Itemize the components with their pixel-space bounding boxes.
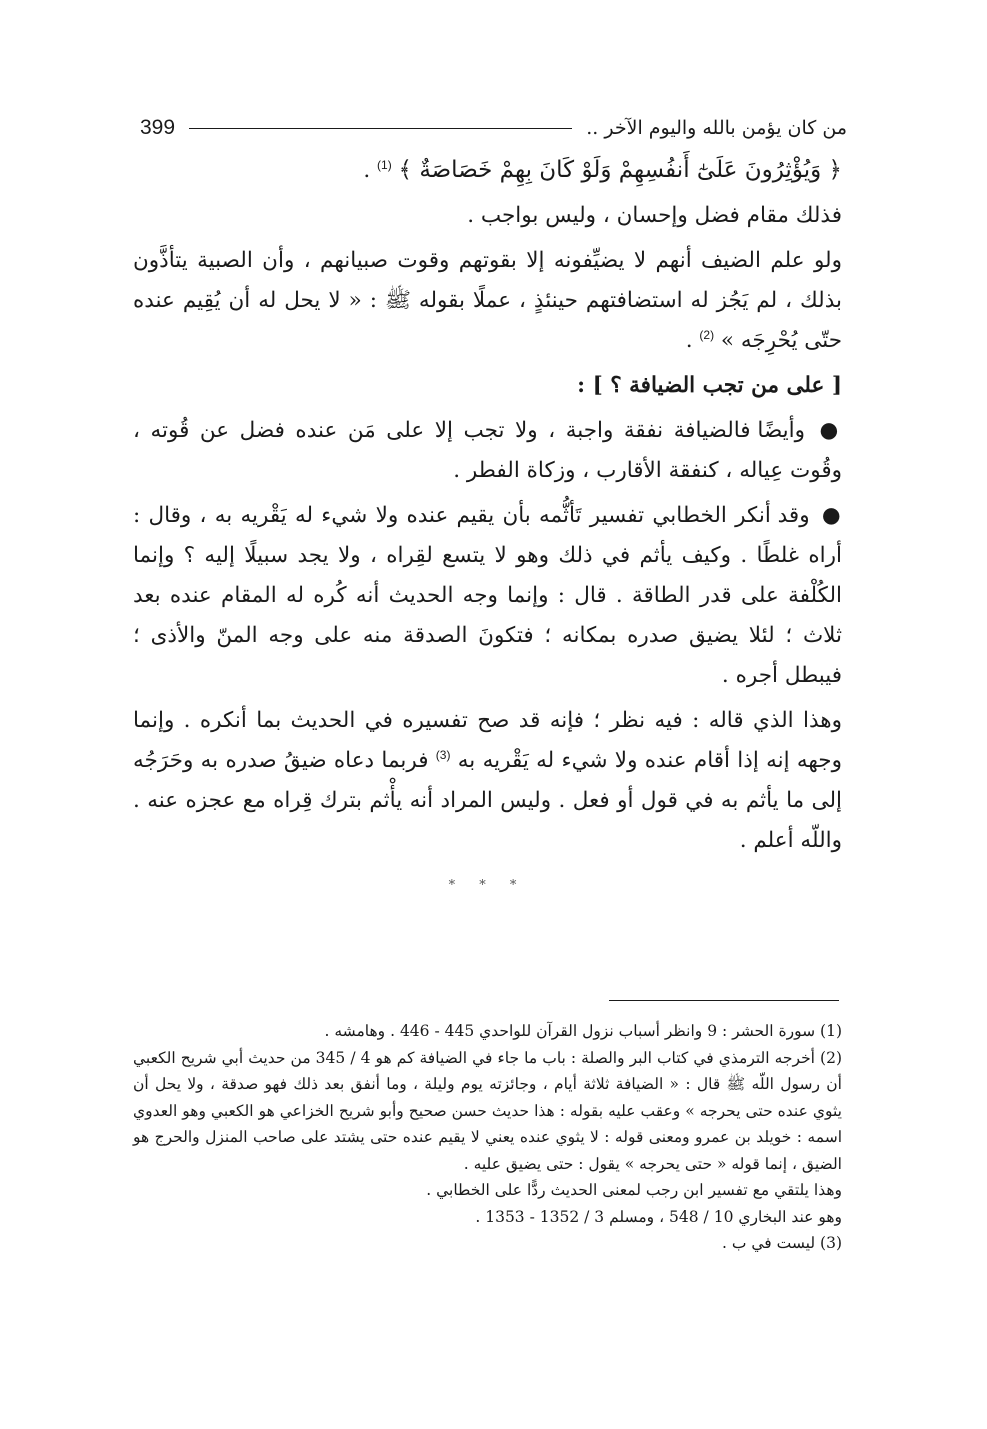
footnotes xyxy=(133,1018,842,1257)
section-divider-stars: * * * xyxy=(448,878,527,893)
footnote-ref-2: (2) xyxy=(699,327,715,342)
paragraph-5 xyxy=(133,701,842,861)
footnote-ref-3: (3) xyxy=(435,747,451,762)
paragraph-5-text-b: فربما دعاه ضيقُ صدره به وحَرَجُه إلى ما يأثم به في قول أو فعل . وليس المراد أنه يأْثم بترك قِراه مع عجزه عنه . واللّه أعلم . xyxy=(133,748,842,853)
paragraph-5-text-a: وهذا الذي قاله : فيه نظر ؛ فإنه قد صح تفسيره في الحديث بما أنكره . وإنما وجهه إنه إذا أقام عنده ولا شيء له يَقْريه به xyxy=(133,708,842,773)
footnote-separator xyxy=(609,1000,839,1001)
footnote-1: (1) سورة الحشر : 9 وانظر أسباب نزول القرآن للواحدي 445 - 446 . وهامشه . xyxy=(324,1022,842,1040)
footnote-3: (3) ليست في ب . xyxy=(722,1234,842,1252)
paragraph-3-text: وأيضًا فالضيافة نفقة واجبة ، ولا تجب إلا على مَن عنده فضل عن قُوته ، وقُوت عِياله ، كنفقة الأقارب ، وزكاة الفطر . xyxy=(133,418,842,483)
paragraph-2-text: ولو علم الضيف أنهم لا يضيِّفونه إلا بقوتهم وقوت صبيانهم ، وأن الصبية يتأذَّون بذلك ، لم يَجُز له استضافتهم حينئذٍ ، عملًا بقوله ﷺ : « لا يحل له أن يُقِيم عنده حتّى يُحْرِجَه » xyxy=(133,248,842,353)
paragraph-4-text: وقد أنكر الخطابي تفسير تَأثُّمه بأن يقيم عنده ولا شيء له يَقْريه به ، وقال : أراه غلطًا . وكيف يأثم في ذلك وهو لا يتسع لقِراه ، ولا يجد سبيلًا إليه ؟ وإنما الكُلْفة على قدر الطاقة . قال : وإنما وجه الحديث أنه كُره له المقام عنده بعد ثلاث ؛ لئلا يضيق صدره بمكانه ؛ فتكونَ الصدقة منه على وجه المنّ والأذى ؛ فيبطل أجره . xyxy=(133,503,842,688)
quran-verse: ﴿ وَيُؤْثِرُونَ عَلَىٰٓ أَنفُسِهِمْ وَلَوْ كَانَ بِهِمْ خَصَاصَةٌ ﴾ xyxy=(398,157,842,183)
footnote-2-note: وهذا يلتقي مع تفسير ابن رجب لمعنى الحديث ردًّا على الخطابي . xyxy=(426,1181,842,1199)
paragraph-2: ولو علم الضيف أنهم لا يضيِّفونه إلا بقوتهم وقوت صبيانهم ، وأن الصبية يتأذَّون بذلك ، لم يَجُز له استضافتهم حينئذٍ ، عملًا بقوله ﷺ : « لا يحل له أن يُقِيم عنده حتّى يُحْرِجَه » $^{(2)}$ . xyxy=(133,248,842,353)
main-text xyxy=(133,150,842,906)
section-heading: [ على من تجب الضيافة ؟ ] : xyxy=(577,373,842,398)
footnote-ref-1: (1) xyxy=(377,157,392,172)
running-header xyxy=(140,108,847,148)
paragraph-1: فذلك مقام فضل وإحسان ، وليس بواجب . xyxy=(467,203,842,228)
header-rule xyxy=(189,128,572,129)
footnote-2: (2) أخرجه الترمذي في كتاب البر والصلة : باب ما جاء في الضيافة كم هو 4 / 345 من حديث أبي شريح الكعبي أن رسول اللّه ﷺ قال : « الضيافة ثلاثة أيام ، وجائزته يوم وليلة ، وما أنفق بعد ذلك فهو صدقة ، ولا يحل أن يثوي عنده حتى يحرجه » وعقب عليه بقوله : هذا حديث حسن صحيح وأبو شريح الخزاعي هو الكعبي وهو العدوي اسمه : خويلد بن عمرو ومعنى قوله : لا يثوي عنده يعني لا يقيم عنده حتى يشتد على صاحب المنزل والحرج هو الضيق ، إنما قوله « حتى يحرجه » يقول : حتى يضيق عليه . xyxy=(133,1048,842,1173)
paragraph-3 xyxy=(133,411,842,491)
quran-verse-line: ﴿ وَيُؤْثِرُونَ عَلَىٰٓ أَنفُسِهِمْ وَلَوْ كَانَ بِهِمْ خَصَاصَةٌ ﴾ $^{(1)}$ . xyxy=(363,157,842,183)
bullet-icon: ● xyxy=(821,503,842,528)
header-title: من كان يؤمن بالله واليوم الآخر .. xyxy=(586,117,847,139)
paragraph-4 xyxy=(133,496,842,696)
bullet-icon: ● xyxy=(819,418,842,443)
footnote-2-source: وهو عند البخاري 10 / 548 ، ومسلم 3 / 1352 - 1353 . xyxy=(475,1207,842,1226)
page-number: 399 xyxy=(140,116,176,139)
